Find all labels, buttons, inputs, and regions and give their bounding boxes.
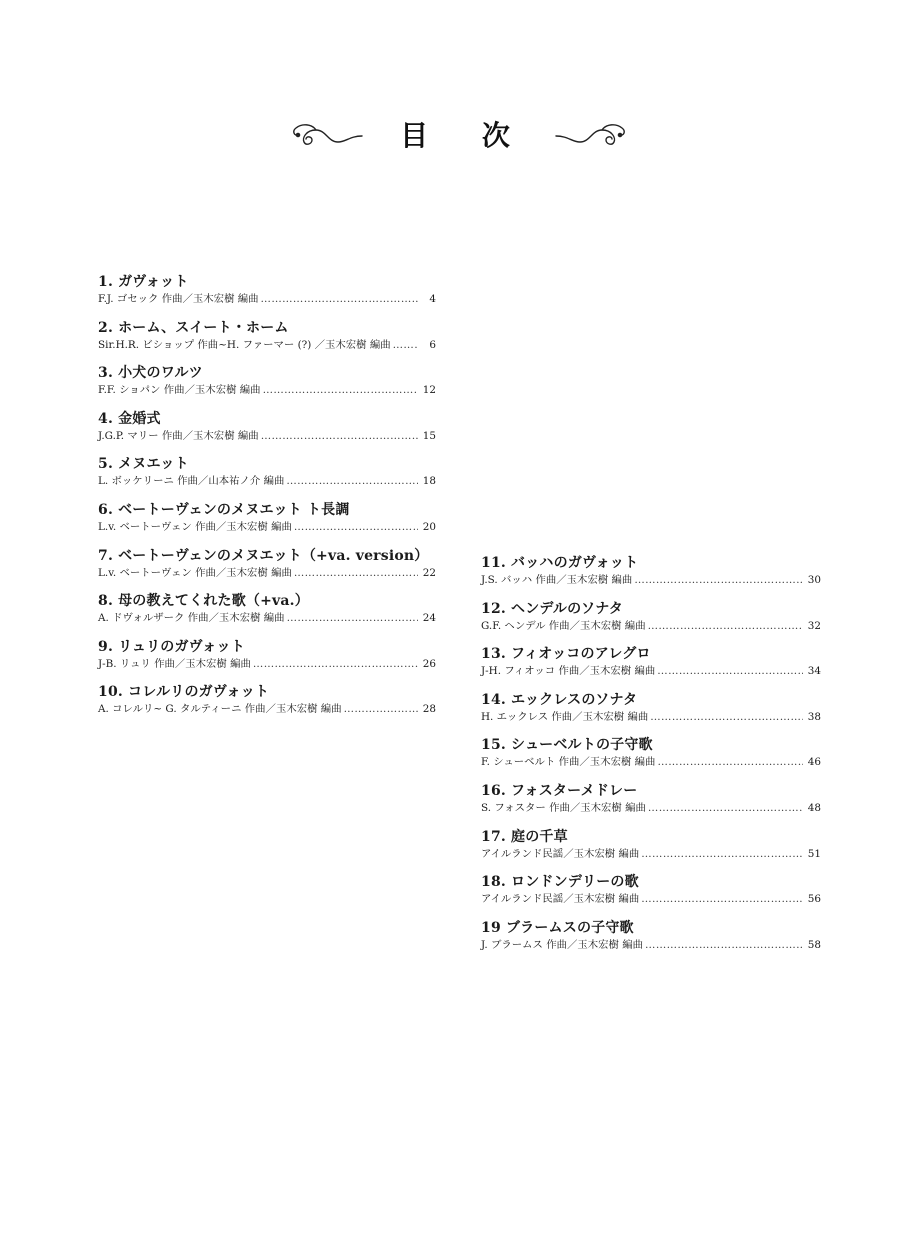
entry-credit-line — [481, 664, 821, 679]
toc-entry[interactable] — [98, 547, 436, 593]
toc-right-column — [481, 554, 821, 964]
entry-credit: F. シューベルト 作曲／玉木宏樹 編曲 — [481, 756, 656, 769]
entry-title: 8. 母の教えてくれた歌（+va.） — [98, 593, 309, 610]
entry-credit: A. ドヴォルザーク 作曲／玉木宏樹 編曲 — [98, 612, 285, 625]
dot-leader — [641, 892, 803, 907]
dot-leader — [263, 383, 418, 398]
toc-entry[interactable] — [481, 919, 821, 965]
toc-entry[interactable] — [98, 501, 436, 547]
entry-credit-line — [481, 573, 821, 588]
entry-page-number: 22 — [422, 566, 436, 579]
dot-leader — [393, 338, 418, 353]
entry-page-number: 6 — [429, 338, 436, 351]
entry-page-number: 24 — [422, 612, 436, 625]
toc-entry[interactable] — [481, 873, 821, 919]
entry-page-number: 26 — [422, 657, 436, 670]
toc-header — [0, 112, 918, 156]
entry-page-number: 20 — [422, 520, 436, 533]
page-title: 目 次 — [400, 119, 532, 152]
entry-title: 7. ベートーヴェンのメヌエット（+va. version） — [98, 547, 429, 564]
entry-credit: L.v. ベートーヴェン 作曲／玉木宏樹 編曲 — [98, 566, 292, 579]
entry-title: 18. ロンドンデリーの歌 — [481, 874, 639, 891]
entry-credit: Sir.H.R. ビショップ 作曲~H. ファーマー (?) ／玉木宏樹 編曲 — [98, 338, 391, 351]
entry-credit: F.F. ショパン 作曲／玉木宏樹 編曲 — [98, 384, 261, 397]
dot-leader — [645, 938, 803, 953]
dot-leader — [294, 566, 418, 581]
dot-leader — [286, 474, 418, 489]
dot-leader — [294, 520, 418, 535]
dot-leader — [344, 702, 418, 717]
entry-page-number: 30 — [807, 574, 821, 586]
entry-credit: A. コレルリ~ G. タルティーニ 作曲／玉木宏樹 編曲 — [98, 703, 342, 716]
entry-credit: J-B. リュリ 作曲／玉木宏樹 編曲 — [98, 657, 251, 670]
dot-leader — [253, 657, 418, 672]
entry-credit-line — [481, 847, 821, 862]
entry-credit-line — [98, 611, 436, 626]
entry-title: 13. フィオッコのアレグロ — [481, 646, 651, 663]
entry-page-number: 28 — [422, 703, 436, 716]
entry-credit: G.F. ヘンデル 作曲／玉木宏樹 編曲 — [481, 619, 646, 632]
entry-page-number: 15 — [422, 429, 436, 442]
entry-page-number: 48 — [807, 801, 821, 814]
entry-page-number: 38 — [807, 710, 821, 723]
entry-title: 5. メヌエット — [98, 456, 189, 473]
toc-entry[interactable] — [98, 592, 436, 638]
entry-title: 1. ガヴォット — [98, 274, 189, 290]
entry-credit-line — [481, 801, 821, 816]
toc-entry[interactable] — [481, 736, 821, 782]
entry-title: 15. シューベルトの子守歌 — [481, 737, 653, 754]
entry-credit: L.v. ベートーヴェン 作曲／玉木宏樹 編曲 — [98, 520, 292, 533]
entry-credit-line — [481, 710, 821, 725]
right-flourish-icon — [554, 120, 628, 148]
entry-credit-line — [98, 429, 436, 444]
entry-title: 2. ホーム、スイート・ホーム — [98, 319, 289, 336]
entry-credit: H. エックレス 作曲／玉木宏樹 編曲 — [481, 710, 649, 723]
dot-leader — [648, 619, 803, 634]
toc-entry[interactable] — [481, 691, 821, 737]
entry-page-number: 34 — [807, 665, 821, 678]
entry-page-number: 4 — [429, 293, 436, 305]
entry-page-number: 51 — [807, 847, 821, 860]
entry-page-number: 18 — [422, 475, 436, 488]
entry-page-number: 32 — [807, 619, 821, 632]
toc-entry[interactable] — [481, 554, 821, 600]
entry-title: 19 ブラームスの子守歌 — [481, 919, 634, 936]
dot-leader — [657, 664, 803, 679]
toc-entry[interactable] — [98, 319, 436, 365]
toc-entry[interactable] — [481, 645, 821, 691]
entry-title: 3. 小犬のワルツ — [98, 365, 203, 382]
toc-entry[interactable] — [481, 828, 821, 874]
entry-credit-line — [98, 338, 436, 353]
toc-entry[interactable] — [481, 782, 821, 828]
entry-credit-line — [98, 474, 436, 489]
entry-credit-line — [481, 892, 821, 907]
toc-entry[interactable] — [481, 600, 821, 646]
entry-page-number: 56 — [807, 893, 821, 906]
entry-credit: S. フォスター 作曲／玉木宏樹 編曲 — [481, 801, 646, 814]
entry-title: 17. 庭の千草 — [481, 828, 568, 845]
dot-leader — [287, 611, 418, 626]
toc-entry[interactable] — [98, 683, 436, 729]
entry-credit: J. ブラームス 作曲／玉木宏樹 編曲 — [481, 938, 644, 951]
entry-credit: F.J. ゴセック 作曲／玉木宏樹 編曲 — [98, 293, 259, 305]
entry-title: 14. エックレスのソナタ — [481, 691, 638, 708]
entry-credit: J.S. バッハ 作曲／玉木宏樹 編曲 — [481, 574, 633, 586]
entry-credit: J-H. フィオッコ 作曲／玉木宏樹 編曲 — [481, 665, 656, 678]
toc-entry[interactable] — [98, 273, 436, 319]
dot-leader — [261, 429, 418, 444]
entry-page-number: 46 — [807, 756, 821, 769]
entry-title: 9. リュリのガヴォット — [98, 638, 245, 655]
entry-title: 10. コレルリのガヴォット — [98, 684, 270, 701]
toc-entry[interactable] — [98, 638, 436, 684]
entry-credit: アイルランド民謡／玉木宏樹 編曲 — [481, 847, 640, 860]
entry-credit: アイルランド民謡／玉木宏樹 編曲 — [481, 893, 640, 906]
entry-credit-line — [481, 755, 821, 770]
entry-title: 12. ヘンデルのソナタ — [481, 600, 623, 617]
entry-credit-line — [98, 383, 436, 398]
entry-page-number: 58 — [807, 938, 821, 951]
entry-credit-line — [98, 702, 436, 717]
entry-credit-line — [98, 566, 436, 581]
entry-credit-line — [481, 619, 821, 634]
dot-leader — [641, 847, 803, 862]
dot-leader — [634, 573, 803, 588]
entry-credit-line — [98, 292, 436, 307]
entry-page-number: 12 — [422, 384, 436, 397]
entry-credit-line — [98, 520, 436, 535]
toc-entry[interactable] — [98, 410, 436, 456]
entry-title: 4. 金婚式 — [98, 410, 161, 427]
dot-leader — [261, 292, 418, 307]
entry-title: 16. フォスターメドレー — [481, 782, 638, 799]
left-flourish-icon — [290, 120, 364, 148]
entry-credit: L. ボッケリーニ 作曲／山本祐ノ介 編曲 — [98, 475, 285, 488]
entry-credit: J.G.P. マリー 作曲／玉木宏樹 編曲 — [98, 429, 259, 442]
entry-title: 11. バッハのガヴォット — [481, 555, 639, 571]
entry-credit-line — [481, 938, 821, 953]
toc-entry[interactable] — [98, 364, 436, 410]
dot-leader — [648, 801, 803, 816]
dot-leader — [650, 710, 803, 725]
toc-entry[interactable] — [98, 455, 436, 501]
entry-title: 6. ベートーヴェンのメヌエット ト長調 — [98, 501, 350, 518]
toc-left-column — [98, 273, 436, 729]
dot-leader — [657, 755, 803, 770]
entry-credit-line — [98, 657, 436, 672]
